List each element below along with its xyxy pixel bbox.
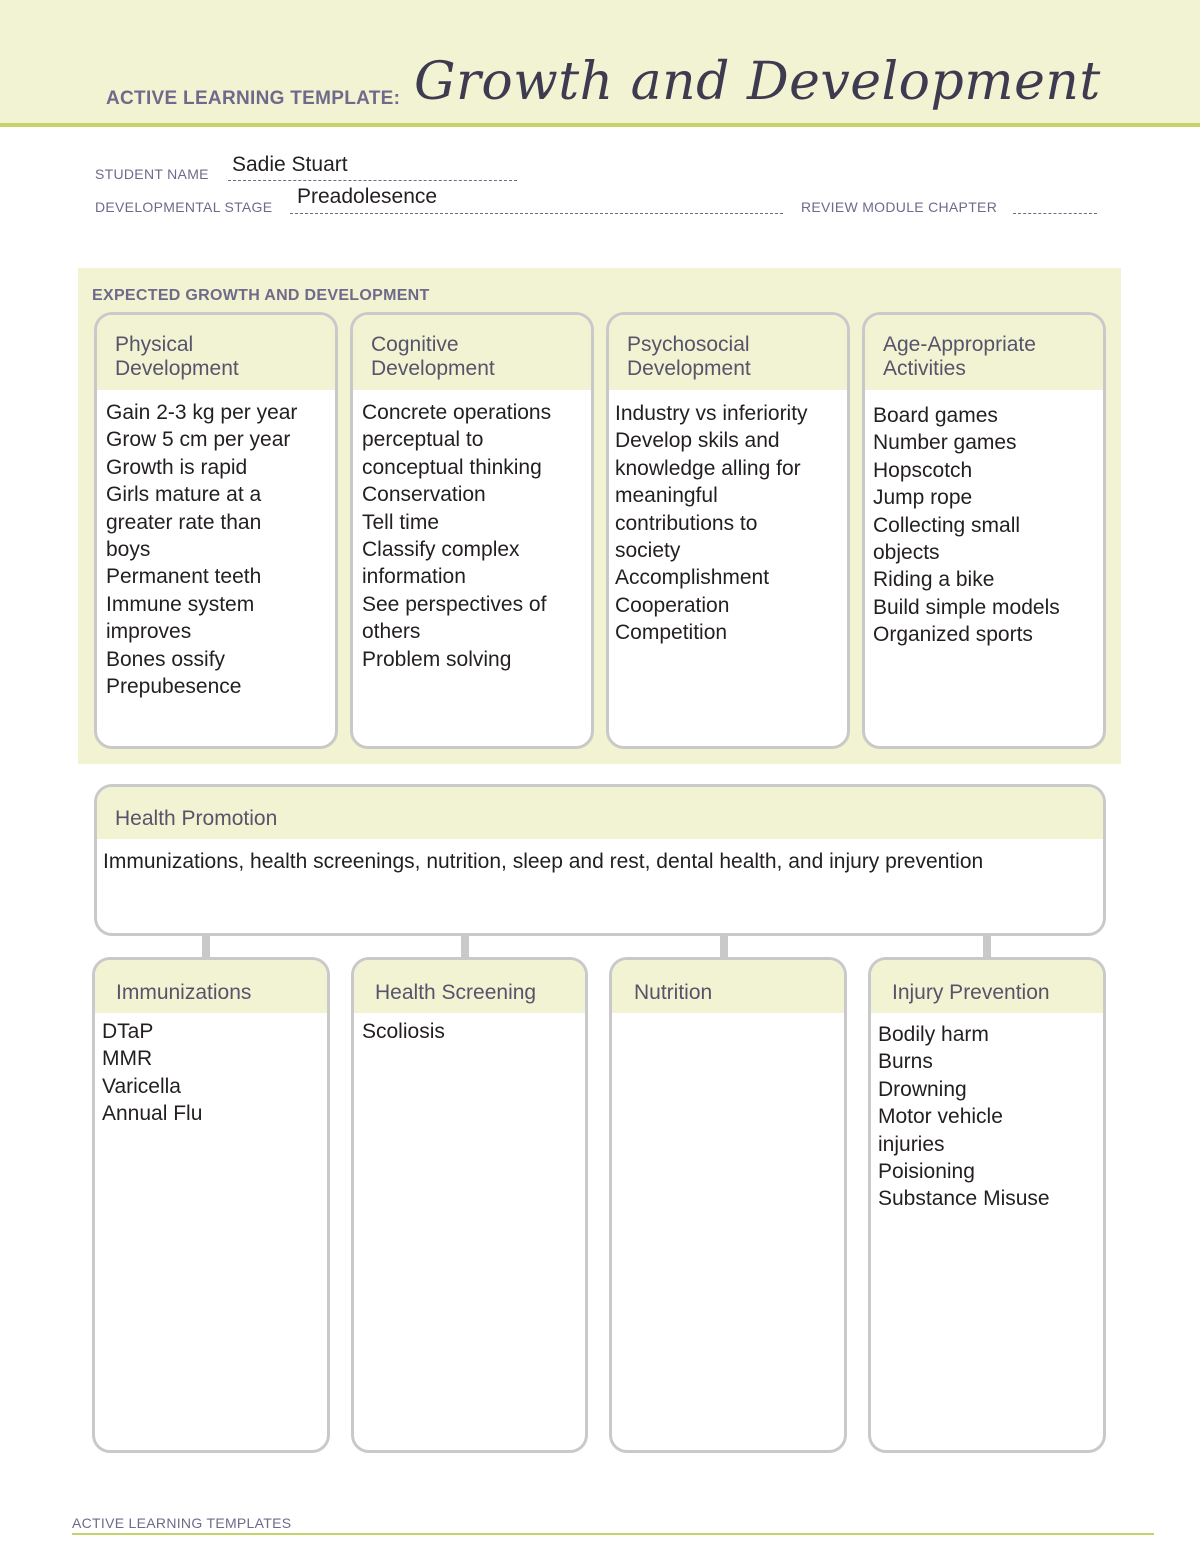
- immunizations-header: [95, 960, 327, 1013]
- nutrition-card: [609, 957, 847, 1453]
- list-item: Accomplishment: [615, 566, 770, 590]
- list-item: Permanent teeth: [106, 565, 262, 589]
- list-item: Conservation: [362, 483, 486, 507]
- review-module-field[interactable]: [1013, 213, 1097, 214]
- psychosocial-development-list: [615, 400, 847, 647]
- immunizations-list: [102, 1018, 327, 1128]
- physical-development-header: [97, 315, 335, 390]
- list-item: See perspectives of: [362, 592, 547, 616]
- list-item: Number games: [873, 431, 1017, 455]
- injury-prevention-title: Injury Prevention: [892, 981, 1050, 1004]
- health-promotion-text: [103, 848, 1103, 875]
- developmental-stage-field[interactable]: Preadolesence: [297, 185, 438, 208]
- list-item: Board games: [873, 404, 998, 427]
- list-item: Industry vs inferiority: [615, 402, 808, 425]
- list-item: conceptual thinking: [362, 455, 542, 479]
- list-item: boys: [106, 538, 151, 562]
- activities-title-line1: Age-Appropriate: [883, 333, 1036, 356]
- health-promotion-header: [97, 787, 1103, 839]
- list-item: Substance Misuse: [878, 1187, 1050, 1211]
- cognitive-title-line1: Cognitive: [371, 333, 459, 356]
- injury-prevention-header: [871, 960, 1103, 1013]
- list-item: DTaP: [102, 1020, 154, 1043]
- cognitive-development-card: [350, 312, 594, 749]
- list-item: meaningful: [615, 484, 718, 508]
- list-item: Cooperation: [615, 593, 730, 617]
- list-item: perceptual to: [362, 428, 484, 452]
- list-item: Competition: [615, 621, 728, 645]
- list-item: Immune system: [106, 592, 255, 616]
- footer-label: ACTIVE LEARNING TEMPLATES: [72, 1515, 292, 1531]
- list-item: Varicella: [102, 1074, 181, 1098]
- list-item: Growth is rapid: [106, 455, 248, 479]
- list-item: Girls mature at a: [106, 483, 262, 507]
- age-appropriate-activities-card: [862, 312, 1106, 749]
- developmental-stage-label: DEVELOPMENTAL STAGE: [95, 199, 273, 215]
- list-item: Burns: [878, 1050, 933, 1074]
- list-item: Bones ossify: [106, 647, 226, 671]
- list-item: greater rate than: [106, 510, 262, 534]
- student-name-line: [228, 180, 517, 181]
- psychosocial-title-line1: Psychosocial: [627, 333, 750, 356]
- list-item: Gain 2-3 kg per year: [106, 401, 298, 424]
- cognitive-development-header: [353, 315, 591, 390]
- page-title: Growth and Development: [414, 52, 1101, 112]
- list-item: society: [615, 539, 681, 563]
- immunizations-title: Immunizations: [116, 981, 252, 1004]
- list-item: Jump rope: [873, 486, 973, 510]
- student-name-field[interactable]: Sadie Stuart: [232, 153, 348, 176]
- health-promotion-summary: Immunizations, health screenings, nutrition, sleep and rest, dental health, and injury prevention: [103, 850, 984, 873]
- footer-rule: [72, 1533, 1154, 1535]
- psychosocial-title-line2: Development: [627, 357, 751, 380]
- psychosocial-development-header: [609, 315, 847, 390]
- list-item: objects: [873, 541, 940, 565]
- list-item: Annual Flu: [102, 1102, 203, 1126]
- expected-growth-title: EXPECTED GROWTH AND DEVELOPMENT: [92, 287, 430, 304]
- activities-list: [873, 402, 1103, 649]
- list-item: Motor vehicle: [878, 1105, 1003, 1129]
- connector: [461, 935, 469, 959]
- list-item: Collecting small: [873, 513, 1021, 537]
- nutrition-header: [612, 960, 844, 1013]
- list-item: Drowning: [878, 1077, 967, 1101]
- list-item: injuries: [878, 1132, 945, 1156]
- list-item: Hopscotch: [873, 458, 973, 482]
- psychosocial-development-card: [606, 312, 850, 749]
- connector: [202, 935, 210, 959]
- physical-title-line2: Development: [115, 357, 239, 380]
- list-item: Build simple models: [873, 595, 1060, 619]
- list-item: Poisioning: [878, 1160, 975, 1184]
- list-item: Tell time: [362, 510, 440, 534]
- student-name-label: STUDENT NAME: [95, 166, 209, 182]
- developmental-stage-line: [290, 213, 783, 214]
- health-promotion-title: Health Promotion: [115, 807, 278, 830]
- list-item: contributions to: [615, 511, 758, 535]
- cognitive-title-line2: Development: [371, 357, 495, 380]
- list-item: Riding a bike: [873, 568, 995, 592]
- list-item: information: [362, 565, 466, 589]
- injury-prevention-list: [878, 1021, 1103, 1213]
- physical-development-list: [106, 399, 335, 700]
- connector: [983, 935, 991, 959]
- list-item: others: [362, 620, 421, 644]
- list-item: Scoliosis: [362, 1020, 445, 1043]
- list-item: Prepubesence: [106, 675, 242, 699]
- physical-development-card: [94, 312, 338, 749]
- list-item: improves: [106, 620, 192, 644]
- injury-prevention-card: [868, 957, 1106, 1453]
- activities-title-line2: Activities: [883, 357, 966, 380]
- list-item: Develop skils and: [615, 429, 780, 453]
- health-screening-card: [351, 957, 588, 1453]
- list-item: knowledge alling for: [615, 456, 801, 480]
- list-item: Organized sports: [873, 623, 1033, 647]
- list-item: MMR: [102, 1047, 153, 1071]
- review-module-label: REVIEW MODULE CHAPTER: [801, 199, 998, 215]
- physical-title-line1: Physical: [115, 333, 194, 356]
- health-promotion-card: [94, 784, 1106, 936]
- list-item: Grow 5 cm per year: [106, 428, 291, 452]
- template-label: ACTIVE LEARNING TEMPLATE:: [106, 88, 401, 109]
- nutrition-title: Nutrition: [634, 981, 713, 1004]
- list-item: Bodily harm: [878, 1023, 989, 1046]
- list-item: Classify complex: [362, 538, 520, 562]
- list-item: Concrete operations: [362, 401, 552, 424]
- immunizations-card: [92, 957, 330, 1453]
- health-screening-title: Health Screening: [375, 981, 537, 1004]
- header-rule: [0, 123, 1200, 127]
- list-item: Problem solving: [362, 647, 512, 671]
- health-screening-header: [354, 960, 585, 1013]
- cognitive-development-list: [362, 399, 591, 673]
- health-screening-list: [362, 1018, 585, 1045]
- activities-header: [865, 315, 1103, 390]
- connector: [720, 935, 728, 959]
